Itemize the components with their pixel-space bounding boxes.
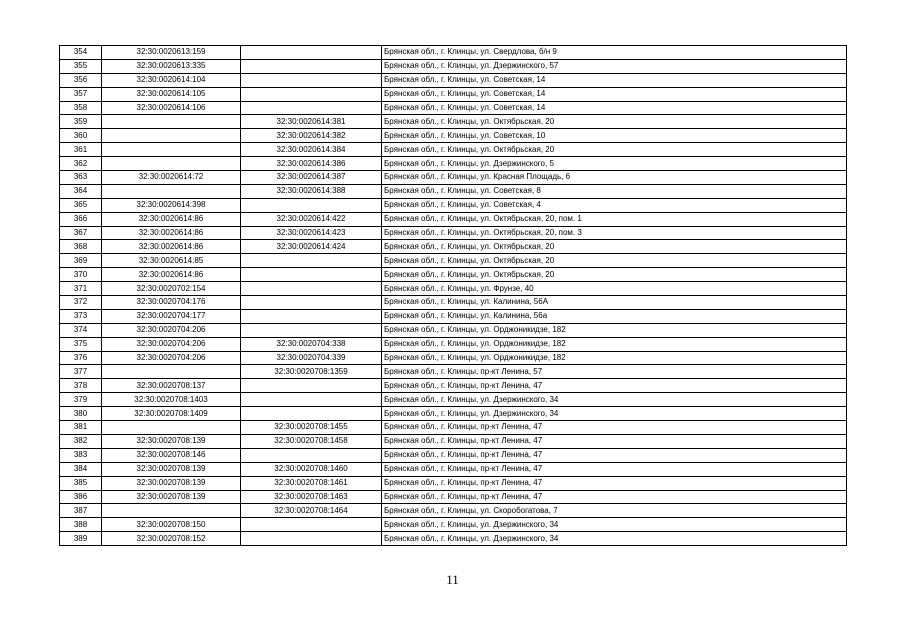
row-number-cell: 388 [60,518,102,532]
address-cell: Брянская обл., г. Клинцы, ул. Калинина, 56а [382,309,847,323]
sub-cadastral-number-cell [241,309,382,323]
row-number-cell: 371 [60,282,102,296]
cadastral-number-cell: 32:30:0020708:137 [102,379,241,393]
table-row [60,351,847,365]
page-number: 11 [446,572,459,587]
cadastral-number-cell: 32:30:0020708:139 [102,490,241,504]
row-number-cell: 376 [60,351,102,365]
cadastral-number-cell [102,157,241,171]
table-row [60,337,847,351]
table-row [60,365,847,379]
address-cell: Брянская обл., г. Клинцы, ул. Октябрьская, 20 [382,143,847,157]
row-number-cell: 374 [60,323,102,337]
sub-cadastral-number-cell: 32:30:0020704:339 [241,351,382,365]
table-row [60,407,847,421]
row-number-cell: 362 [60,157,102,171]
sub-cadastral-number-cell: 32:30:0020708:1359 [241,365,382,379]
address-cell: Брянская обл., г. Клинцы, пр-кт Ленина, 47 [382,448,847,462]
row-number-cell: 382 [60,434,102,448]
row-number-cell: 373 [60,309,102,323]
address-cell: Брянская обл., г. Клинцы, пр-кт Ленина, 47 [382,379,847,393]
sub-cadastral-number-cell [241,101,382,115]
sub-cadastral-number-cell: 32:30:0020614:382 [241,129,382,143]
sub-cadastral-number-cell: 32:30:0020708:1460 [241,462,382,476]
address-cell: Брянская обл., г. Клинцы, ул. Дзержинского, 34 [382,532,847,546]
address-cell: Брянская обл., г. Клинцы, ул. Орджоникидзе, 182 [382,337,847,351]
row-number-cell: 357 [60,87,102,101]
table-row [60,476,847,490]
table-row [60,73,847,87]
row-number-cell: 375 [60,337,102,351]
address-cell: Брянская обл., г. Клинцы, ул. Орджоникидзе, 182 [382,351,847,365]
row-number-cell: 385 [60,476,102,490]
table-row [60,59,847,73]
cadastral-number-cell [102,115,241,129]
cadastral-number-cell: 32:30:0020614:398 [102,198,241,212]
table-row [60,268,847,282]
row-number-cell: 367 [60,226,102,240]
table-row [60,46,847,60]
sub-cadastral-number-cell [241,393,382,407]
row-number-cell: 354 [60,46,102,60]
row-number-cell: 366 [60,212,102,226]
cadastral-number-cell: 32:30:0020704:206 [102,351,241,365]
address-cell: Брянская обл., г. Клинцы, ул. Советская, 8 [382,184,847,198]
address-cell: Брянская обл., г. Клинцы, ул. Дзержинского, 57 [382,59,847,73]
cadastral-number-cell: 32:30:0020614:105 [102,87,241,101]
address-cell: Брянская обл., г. Клинцы, ул. Калинина, 56А [382,296,847,310]
cadastral-number-cell: 32:30:0020704:177 [102,309,241,323]
address-cell: Брянская обл., г. Клинцы, пр-кт Ленина, 47 [382,476,847,490]
sub-cadastral-number-cell: 32:30:0020708:1458 [241,434,382,448]
sub-cadastral-number-cell: 32:30:0020614:423 [241,226,382,240]
address-cell: Брянская обл., г. Клинцы, ул. Советская, 14 [382,101,847,115]
table-row [60,518,847,532]
cadastral-number-cell: 32:30:0020708:139 [102,462,241,476]
address-cell: Брянская обл., г. Клинцы, ул. Дзержинского, 34 [382,518,847,532]
table-row [60,157,847,171]
address-cell: Брянская обл., г. Клинцы, ул. Советская, 4 [382,198,847,212]
cadastral-number-cell: 32:30:0020708:152 [102,532,241,546]
row-number-cell: 370 [60,268,102,282]
sub-cadastral-number-cell [241,73,382,87]
cadastral-number-cell: 32:30:0020704:206 [102,337,241,351]
table-row [60,504,847,518]
sub-cadastral-number-cell: 32:30:0020708:1463 [241,490,382,504]
sub-cadastral-number-cell: 32:30:0020708:1464 [241,504,382,518]
address-cell: Брянская обл., г. Клинцы, ул. Дзержинского, 5 [382,157,847,171]
table-row [60,226,847,240]
sub-cadastral-number-cell [241,254,382,268]
table-row [60,171,847,185]
table-row [60,323,847,337]
table-row [60,129,847,143]
table-row [60,212,847,226]
table-row [60,490,847,504]
address-cell: Брянская обл., г. Клинцы, пр-кт Ленина, 47 [382,421,847,435]
registry-table-body [60,46,847,546]
address-cell: Брянская обл., г. Клинцы, ул. Октябрьская, 20, пом. 3 [382,226,847,240]
address-cell: Брянская обл., г. Клинцы, ул. Орджоникидзе, 182 [382,323,847,337]
sub-cadastral-number-cell [241,46,382,60]
cadastral-number-cell: 32:30:0020614:86 [102,240,241,254]
address-cell: Брянская обл., г. Клинцы, ул. Октябрьская, 20 [382,268,847,282]
row-number-cell: 369 [60,254,102,268]
cadastral-number-cell: 32:30:0020614:85 [102,254,241,268]
row-number-cell: 372 [60,296,102,310]
address-cell: Брянская обл., г. Клинцы, ул. Советская, 10 [382,129,847,143]
address-cell: Брянская обл., г. Клинцы, пр-кт Ленина, 47 [382,462,847,476]
cadastral-number-cell: 32:30:0020614:72 [102,171,241,185]
address-cell: Брянская обл., г. Клинцы, ул. Октябрьская, 20 [382,254,847,268]
row-number-cell: 359 [60,115,102,129]
table-row [60,198,847,212]
row-number-cell: 355 [60,59,102,73]
cadastral-number-cell: 32:30:0020702:154 [102,282,241,296]
property-registry-table [59,45,847,546]
row-number-cell: 360 [60,129,102,143]
cadastral-number-cell [102,143,241,157]
cadastral-number-cell: 32:30:0020614:104 [102,73,241,87]
address-cell: Брянская обл., г. Клинцы, ул. Скоробогатова, 7 [382,504,847,518]
table-row [60,434,847,448]
sub-cadastral-number-cell [241,282,382,296]
address-cell: Брянская обл., г. Клинцы, ул. Советская, 14 [382,87,847,101]
sub-cadastral-number-cell [241,198,382,212]
table-row [60,282,847,296]
address-cell: Брянская обл., г. Клинцы, ул. Октябрьская, 20 [382,115,847,129]
sub-cadastral-number-cell: 32:30:0020704:338 [241,337,382,351]
sub-cadastral-number-cell: 32:30:0020614:384 [241,143,382,157]
cadastral-number-cell: 32:30:0020614:86 [102,226,241,240]
address-cell: Брянская обл., г. Клинцы, ул. Свердлова, б/н 9 [382,46,847,60]
sub-cadastral-number-cell: 32:30:0020614:388 [241,184,382,198]
address-cell: Брянская обл., г. Клинцы, пр-кт Ленина, 47 [382,490,847,504]
sub-cadastral-number-cell [241,268,382,282]
cadastral-number-cell: 32:30:0020614:106 [102,101,241,115]
sub-cadastral-number-cell [241,407,382,421]
cadastral-number-cell: 32:30:0020708:1409 [102,407,241,421]
row-number-cell: 365 [60,198,102,212]
table-row [60,532,847,546]
table-row [60,143,847,157]
cadastral-number-cell: 32:30:0020708:139 [102,476,241,490]
table-row [60,87,847,101]
row-number-cell: 363 [60,171,102,185]
cadastral-number-cell: 32:30:0020708:1403 [102,393,241,407]
cadastral-number-cell: 32:30:0020614:86 [102,268,241,282]
table-row [60,393,847,407]
table-row [60,421,847,435]
address-cell: Брянская обл., г. Клинцы, ул. Красная Площадь, 6 [382,171,847,185]
address-cell: Брянская обл., г. Клинцы, ул. Фрунзе, 40 [382,282,847,296]
sub-cadastral-number-cell: 32:30:0020614:381 [241,115,382,129]
address-cell: Брянская обл., г. Клинцы, ул. Дзержинского, 34 [382,393,847,407]
table-row [60,296,847,310]
table-row [60,379,847,393]
address-cell: Брянская обл., г. Клинцы, ул. Октябрьская, 20, пом. 1 [382,212,847,226]
sub-cadastral-number-cell: 32:30:0020614:422 [241,212,382,226]
cadastral-number-cell: 32:30:0020613:335 [102,59,241,73]
cadastral-number-cell: 32:30:0020708:139 [102,434,241,448]
row-number-cell: 368 [60,240,102,254]
table-row [60,309,847,323]
row-number-cell: 377 [60,365,102,379]
row-number-cell: 381 [60,421,102,435]
table-row [60,115,847,129]
row-number-cell: 378 [60,379,102,393]
row-number-cell: 361 [60,143,102,157]
address-cell: Брянская обл., г. Клинцы, пр-кт Ленина, 47 [382,434,847,448]
cadastral-number-cell [102,365,241,379]
cadastral-number-cell: 32:30:0020708:146 [102,448,241,462]
cadastral-number-cell [102,129,241,143]
row-number-cell: 387 [60,504,102,518]
sub-cadastral-number-cell [241,379,382,393]
row-number-cell: 358 [60,101,102,115]
address-cell: Брянская обл., г. Клинцы, пр-кт Ленина, 57 [382,365,847,379]
row-number-cell: 386 [60,490,102,504]
table-row [60,448,847,462]
sub-cadastral-number-cell [241,448,382,462]
sub-cadastral-number-cell [241,518,382,532]
cadastral-number-cell: 32:30:0020704:176 [102,296,241,310]
sub-cadastral-number-cell [241,296,382,310]
cadastral-number-cell: 32:30:0020613:159 [102,46,241,60]
address-cell: Брянская обл., г. Клинцы, ул. Дзержинского, 34 [382,407,847,421]
sub-cadastral-number-cell [241,323,382,337]
table-row [60,184,847,198]
cadastral-number-cell: 32:30:0020614:86 [102,212,241,226]
address-cell: Брянская обл., г. Клинцы, ул. Советская, 14 [382,73,847,87]
row-number-cell: 380 [60,407,102,421]
sub-cadastral-number-cell [241,532,382,546]
cadastral-number-cell: 32:30:0020708:150 [102,518,241,532]
row-number-cell: 379 [60,393,102,407]
sub-cadastral-number-cell: 32:30:0020708:1455 [241,421,382,435]
cadastral-number-cell: 32:30:0020704:206 [102,323,241,337]
cadastral-number-cell [102,504,241,518]
cadastral-number-cell [102,184,241,198]
cadastral-number-cell [102,421,241,435]
sub-cadastral-number-cell: 32:30:0020614:386 [241,157,382,171]
table-row [60,254,847,268]
row-number-cell: 356 [60,73,102,87]
table-row [60,240,847,254]
row-number-cell: 389 [60,532,102,546]
sub-cadastral-number-cell [241,59,382,73]
table-row [60,101,847,115]
sub-cadastral-number-cell: 32:30:0020614:424 [241,240,382,254]
sub-cadastral-number-cell: 32:30:0020708:1461 [241,476,382,490]
row-number-cell: 364 [60,184,102,198]
address-cell: Брянская обл., г. Клинцы, ул. Октябрьская, 20 [382,240,847,254]
sub-cadastral-number-cell: 32:30:0020614:387 [241,171,382,185]
sub-cadastral-number-cell [241,87,382,101]
row-number-cell: 384 [60,462,102,476]
row-number-cell: 383 [60,448,102,462]
table-row [60,462,847,476]
